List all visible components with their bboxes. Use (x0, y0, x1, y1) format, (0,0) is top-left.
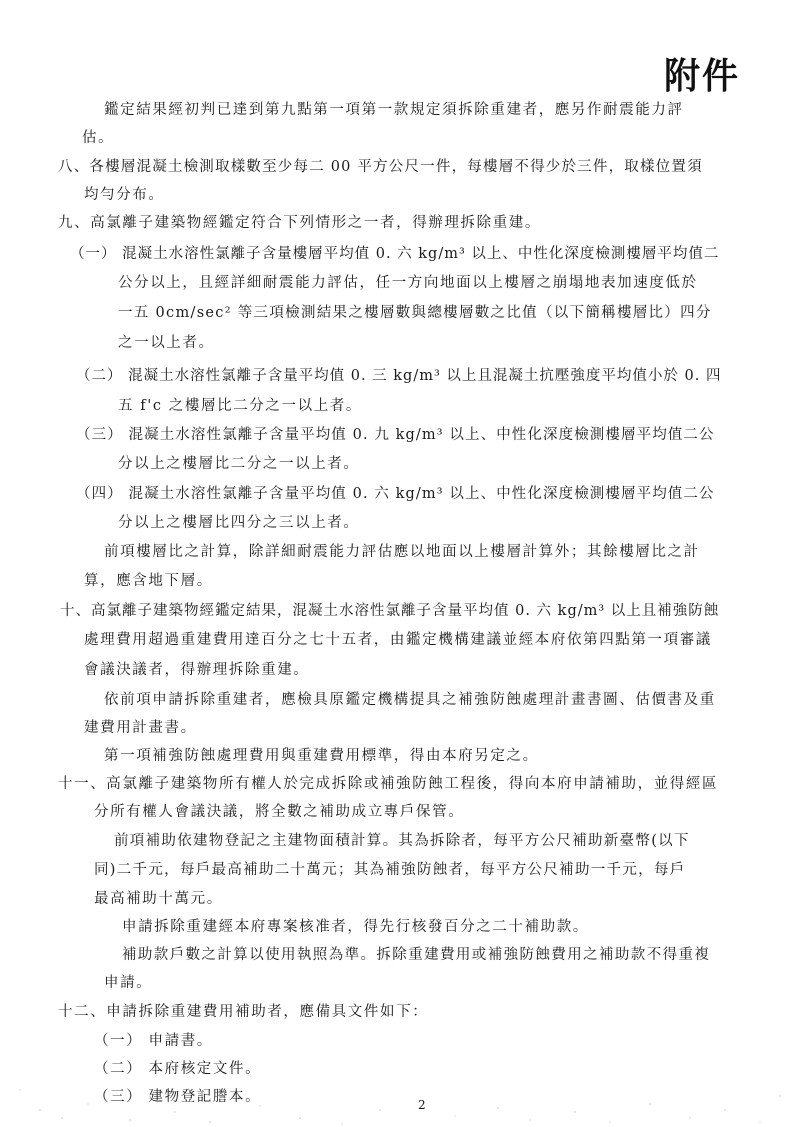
text-line: 申請拆除重建經本府專案核准者，得先行核發百分之二十補助款。 (122, 919, 589, 935)
text-line: 建費用計畫書。 (84, 720, 197, 736)
text-line: 公分以上，且經詳細耐震能力評估，任一方向地面以上樓層之崩塌地表加速度低於 (118, 275, 698, 291)
text-line: 處理費用超過重建費用達百分之七十五者，由鑑定機構建議並經本府依第四點第一項審議 (84, 632, 712, 648)
text-line: 依前項申請拆除重建者，應檢具原鑑定機構提具之補強防蝕處理計畫書圖、估價書及重 (104, 692, 716, 708)
text-line: 前項補助依建物登記之主建物面積計算。其為拆除者，每平方公尺補助新臺幣(以下 (114, 833, 690, 849)
attachment-label: 附件 (664, 55, 741, 97)
text-line: 均勻分布。 (84, 187, 165, 203)
item-12-2: （二） 本府核定文件。 (94, 1061, 262, 1077)
item-12-1: （一） 申請書。 (94, 1033, 213, 1049)
section-9-heading: 九、高氯離子建築物經鑑定符合下列情形之一者，得辦理拆除重建。 (58, 215, 541, 231)
text-line: 分以上之樓層比二分之一以上者。 (118, 456, 360, 472)
section-10-heading: 十、高氯離子建築物經鑑定結果，混凝土水溶性氯離子含量平均值 0. 六 kg/m³ 以上且補強防蝕 (60, 603, 720, 619)
text-line: 一五 0cm/sec² 等三項檢測結果之樓層數與總樓層數之比值（以下簡稱樓層比）四分 (118, 305, 712, 321)
text-line: 最高補助十萬元。 (94, 891, 223, 907)
text-line: 之一以上者。 (118, 335, 215, 351)
text-line: 前項樓層比之計算，除詳細耐震能力評估應以地面以上樓層計算外；其餘樓層比之計 (104, 544, 700, 560)
section-12-heading: 十二、申請拆除重建費用補助者，應備具文件如下： (58, 1004, 429, 1020)
item-9-3: （三） 混凝土水溶性氯離子含量平均值 0. 九 kg/m³ 以上、中性化深度檢測樓層平均值二公 (76, 427, 715, 443)
section-11-heading: 十一、高氯離子建築物所有權人於完成拆除或補強防蝕工程後，得向本府申請補助，並得經區 (58, 776, 719, 792)
section-8-heading: 八、各樓層混凝土檢測取樣數至少每二 00 平方公尺一件，每樓層不得少於三件，取樣位置須 (58, 159, 703, 175)
scan-noise (0, 1060, 800, 1127)
text-line: 鑑定結果經初判已達到第九點第一項第一款規定須拆除重建者，應另作耐震能力評 (104, 102, 684, 118)
text-line: 分所有權人會議決議，將全數之補助成立專戶保管。 (94, 804, 465, 820)
text-line: 第一項補強防蝕處理費用與重建費用標準，得由本府另定之。 (104, 748, 539, 764)
text-line: 算，應含地下層。 (84, 573, 213, 589)
text-line: 估。 (82, 130, 115, 146)
text-line: 補助款戶數之計算以使用執照為準。拆除重建費用或補強防蝕費用之補助款不得重複 (122, 947, 711, 963)
text-line: 申請。 (104, 975, 153, 991)
item-12-3: （三） 建物登記謄本。 (94, 1089, 262, 1105)
item-9-4: （四） 混凝土水溶性氯離子含量平均值 0. 六 kg/m³ 以上、中性化深度檢測樓層平均值二公 (76, 486, 715, 502)
item-9-1: （一） 混凝土水溶性氯離子含量樓層平均值 0. 六 kg/m³ 以上、中性化深度檢測樓層平均值二 (70, 246, 720, 262)
text-line: 同)二千元，每戶最高補助二十萬元；其為補強防蝕者，每平方公尺補助一千元，每戶 (94, 862, 686, 878)
item-9-2: （二） 混凝土水溶性氯離子含量平均值 0. 三 kg/m³ 以上且混凝土抗壓強度平均值小於 0. 四 (76, 368, 722, 384)
text-line: 會議決議者，得辦理拆除重建。 (84, 662, 310, 678)
page-number: 2 (418, 1098, 426, 1112)
text-line: 分以上之樓層比四分之三以上者。 (118, 515, 360, 531)
text-line: 五 f'c 之樓層比二分之一以上者。 (118, 398, 362, 414)
